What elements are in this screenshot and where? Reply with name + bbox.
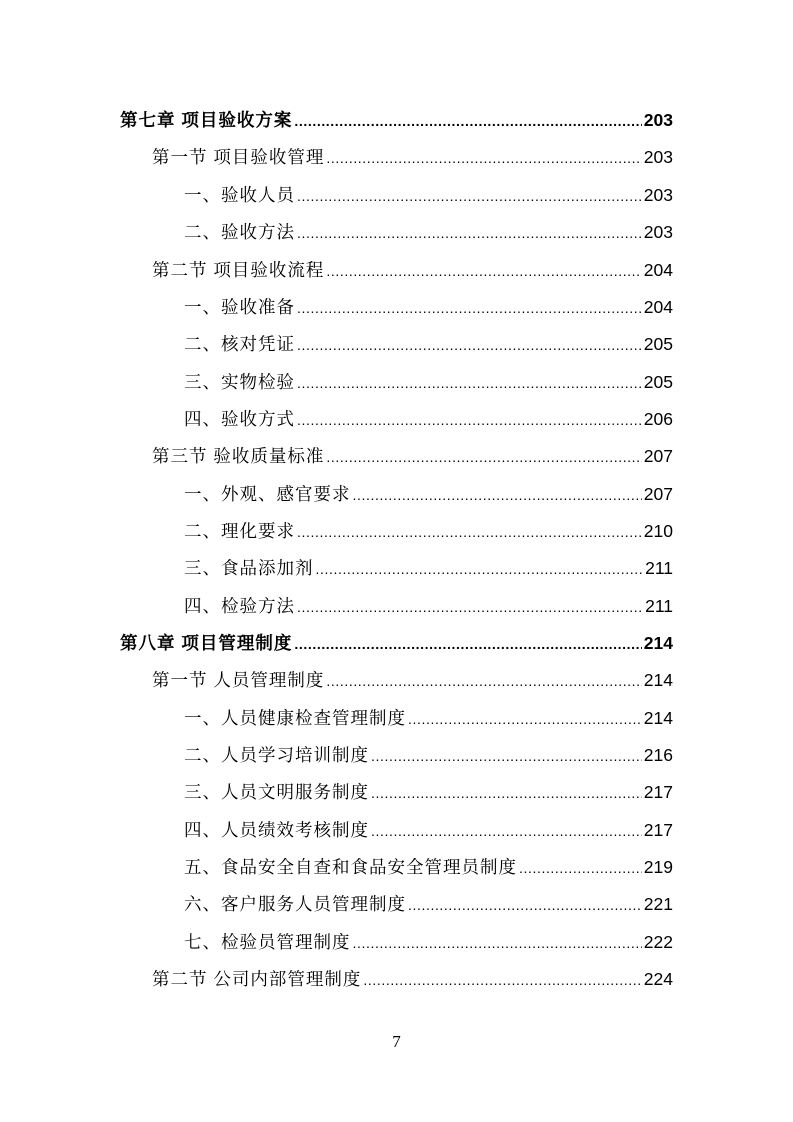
toc-entry[interactable] — [184, 213, 673, 243]
toc-entry-page: 216 — [643, 745, 673, 765]
toc-entry-page: 203 — [643, 222, 673, 242]
toc-dot-leader — [297, 522, 642, 542]
toc-dot-leader — [297, 335, 642, 355]
toc-entry[interactable] — [184, 773, 673, 803]
toc-entry[interactable] — [184, 549, 673, 579]
toc-entry-page: 203 — [643, 185, 673, 205]
toc-dot-leader — [326, 447, 641, 467]
toc-entry-label: 三、食品添加剂 — [184, 558, 314, 578]
toc-dot-leader — [326, 148, 641, 168]
toc-entry[interactable] — [184, 475, 673, 505]
toc-entry-label: 第七章 项目验收方案 — [120, 110, 293, 130]
toc-entry[interactable] — [120, 101, 673, 131]
toc-entry[interactable] — [184, 885, 673, 915]
toc-entry-page: 207 — [643, 484, 673, 504]
toc-entry-label: 第二节 项目验收流程 — [152, 260, 325, 280]
toc-entry-page: 205 — [643, 334, 673, 354]
toc-entry-label: 一、验收准备 — [184, 297, 295, 317]
toc-dot-leader — [326, 261, 641, 281]
toc-entry-label: 第一节 人员管理制度 — [152, 670, 325, 690]
toc-dot-leader — [353, 485, 642, 505]
toc-dot-leader — [297, 373, 642, 393]
toc-entry-label: 六、客户服务人员管理制度 — [184, 894, 406, 914]
toc-entry[interactable] — [152, 437, 673, 467]
toc-dot-leader — [297, 597, 643, 617]
toc-entry-page: 219 — [643, 857, 673, 877]
toc-entry-page: 221 — [643, 894, 673, 914]
toc-dot-leader — [297, 223, 642, 243]
toc-entry-page: 205 — [643, 372, 673, 392]
toc-dot-leader — [294, 634, 641, 654]
toc-entry-page: 222 — [643, 932, 673, 952]
toc-entry[interactable] — [184, 587, 673, 617]
toc-entry-label: 四、人员绩效考核制度 — [184, 820, 369, 840]
toc-entry-page: 224 — [643, 969, 673, 989]
toc-entry[interactable] — [152, 251, 673, 281]
toc-dot-leader — [294, 111, 641, 131]
toc-entry-page: 204 — [643, 297, 673, 317]
toc-entry[interactable] — [152, 661, 673, 691]
toc-entry[interactable] — [184, 288, 673, 318]
toc-dot-leader — [353, 933, 642, 953]
toc-entry-label: 二、核对凭证 — [184, 334, 295, 354]
toc-entry-label: 一、人员健康检查管理制度 — [184, 708, 406, 728]
toc-entry[interactable] — [184, 736, 673, 766]
toc-entry[interactable] — [152, 960, 673, 990]
toc-dot-leader — [408, 895, 642, 915]
toc-entry-label: 二、理化要求 — [184, 521, 295, 541]
toc-entry-label: 三、人员文明服务制度 — [184, 782, 369, 802]
toc-entry-page: 214 — [643, 633, 673, 653]
toc-entry-label: 第三节 验收质量标准 — [152, 446, 325, 466]
toc-entry-page: 211 — [645, 596, 673, 616]
toc-entry-label: 四、验收方式 — [184, 409, 295, 429]
toc-dot-leader — [316, 559, 644, 579]
toc-entry-page: 206 — [643, 409, 673, 429]
toc-entry[interactable] — [184, 512, 673, 542]
toc-entry[interactable] — [184, 176, 673, 206]
toc-entry-page: 217 — [643, 782, 673, 802]
toc-entry-label: 第一节 项目验收管理 — [152, 147, 325, 167]
toc-dot-leader — [371, 783, 642, 803]
toc-entry-label: 第二节 公司内部管理制度 — [152, 969, 362, 989]
toc-entry-page: 203 — [643, 147, 673, 167]
toc-entry-page: 214 — [643, 708, 673, 728]
toc-entry-label: 二、人员学习培训制度 — [184, 745, 369, 765]
toc-dot-leader — [297, 298, 642, 318]
toc-entry-page: 210 — [643, 521, 673, 541]
toc-entry-label: 二、验收方法 — [184, 222, 295, 242]
toc-entry-page: 203 — [643, 110, 673, 130]
toc-entry-page: 214 — [643, 670, 673, 690]
toc-entry[interactable] — [184, 848, 673, 878]
toc-entry[interactable] — [184, 923, 673, 953]
toc-entry-page: 204 — [643, 260, 673, 280]
toc-entry-label: 第八章 项目管理制度 — [120, 633, 293, 653]
toc-dot-leader — [297, 186, 642, 206]
toc-entry-label: 四、检验方法 — [184, 596, 295, 616]
toc-entry-label: 七、检验员管理制度 — [184, 932, 351, 952]
toc-entry-label: 一、验收人员 — [184, 185, 295, 205]
toc-entry-page: 207 — [643, 446, 673, 466]
toc-dot-leader — [408, 709, 642, 729]
toc-entry[interactable] — [184, 811, 673, 841]
toc-entry-page: 211 — [645, 558, 673, 578]
toc-entry-page: 217 — [643, 820, 673, 840]
toc-dot-leader — [371, 746, 642, 766]
toc-entry[interactable] — [120, 624, 673, 654]
toc-dot-leader — [363, 970, 641, 990]
toc-entry-label: 五、食品安全自查和食品安全管理员制度 — [184, 857, 517, 877]
toc-entry[interactable] — [184, 400, 673, 430]
toc-entry[interactable] — [184, 699, 673, 729]
toc-dot-leader — [297, 410, 642, 430]
toc-entry[interactable] — [184, 325, 673, 355]
toc-entry-label: 三、实物检验 — [184, 372, 295, 392]
toc-entry[interactable] — [184, 363, 673, 393]
page-number: 7 — [392, 1032, 401, 1051]
toc-entry-label: 一、外观、感官要求 — [184, 484, 351, 504]
toc-dot-leader — [326, 671, 641, 691]
toc-dot-leader — [371, 821, 642, 841]
toc-entry[interactable] — [152, 138, 673, 168]
toc-dot-leader — [519, 858, 642, 878]
